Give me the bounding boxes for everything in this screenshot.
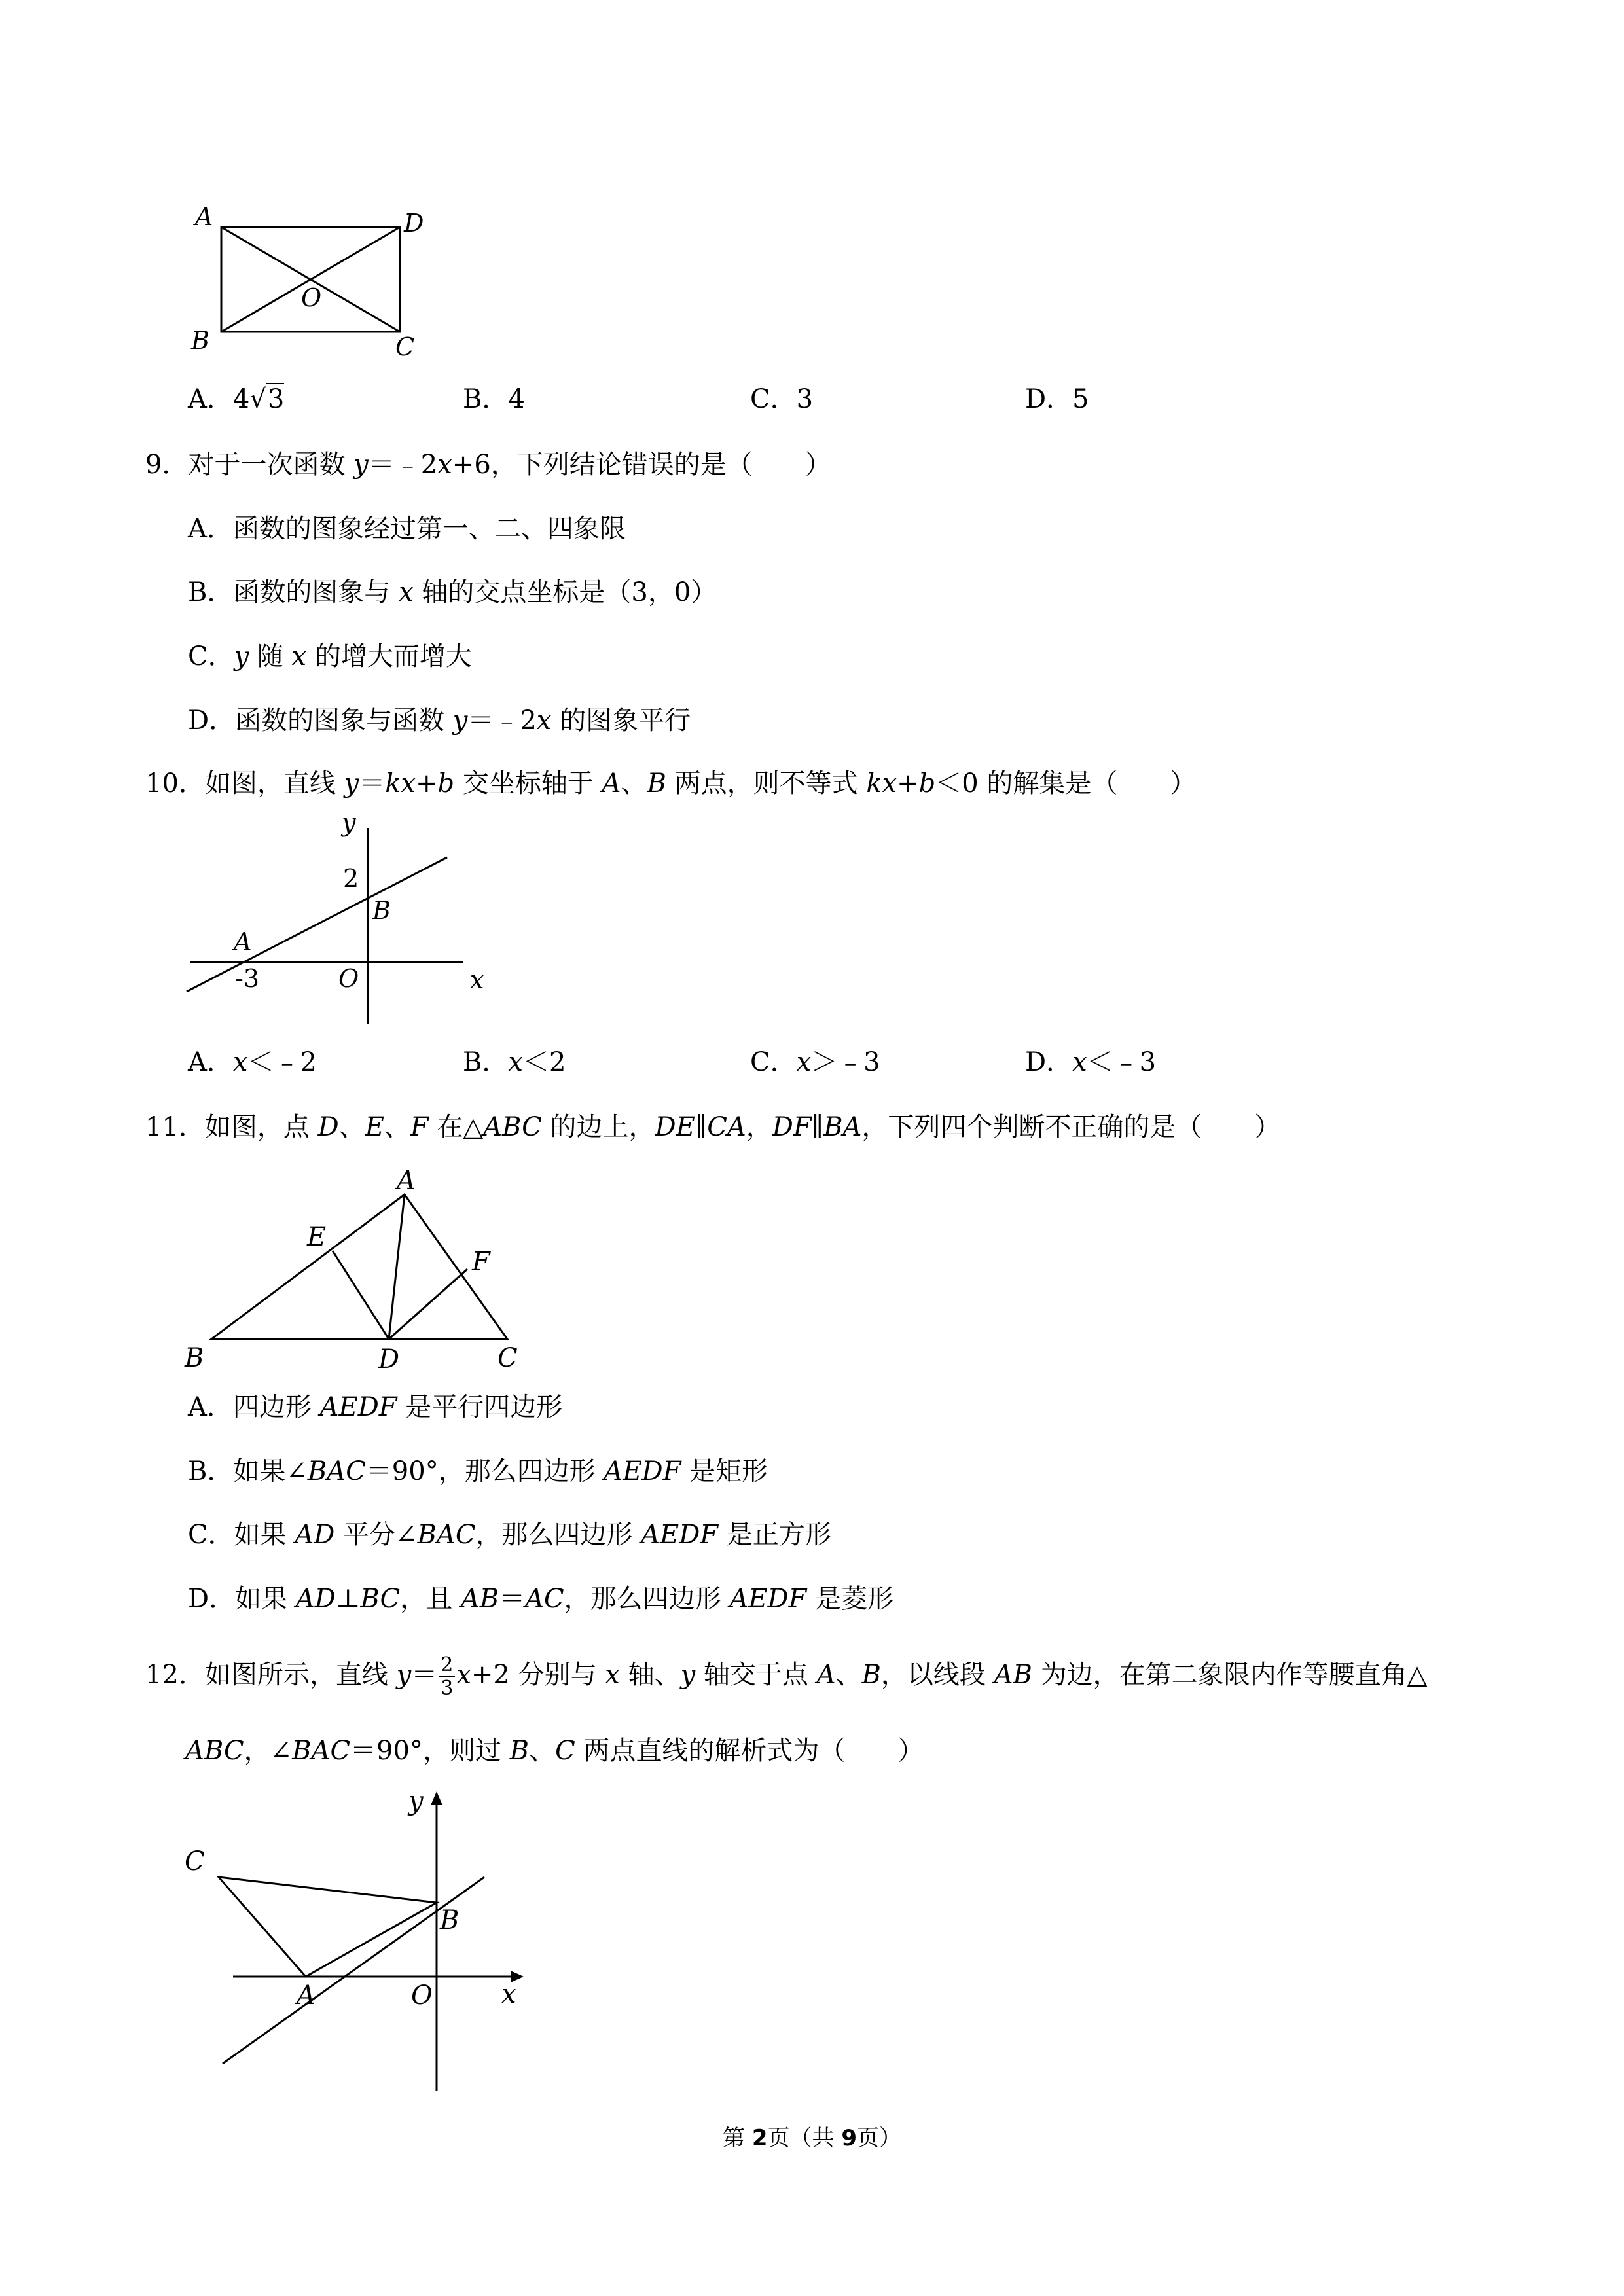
q9-option-d[interactable]: D．函数的图象与函数 y＝﹣2x 的图象平行 (188, 706, 691, 736)
q12-label-A: A (297, 1981, 316, 2011)
q9-stem: 9．对于一次函数 y＝﹣2x+6，下列结论错误的是（ ） (145, 450, 831, 480)
q12-stem-line1: 12．如图所示，直线 y＝ $\frac{2}{3}$ x+2 分别与 x 轴、y 轴交于点 A、B，以线段 AB 为边，在第二象限内作等腰直角△ (145, 1653, 1428, 1700)
q8-label-D: D (404, 209, 424, 238)
total-pages: 9 (841, 2125, 857, 2151)
page-footer: 第 2页（共 9页） (723, 2125, 901, 2151)
q11-label-C: C (497, 1343, 518, 1373)
q8-label-A: A (195, 202, 213, 231)
sqrt-symbol: √ (249, 384, 266, 414)
q12-y-arrow (431, 1791, 442, 1805)
q10-label-2: 2 (343, 864, 359, 893)
q11-label-B: B (185, 1343, 204, 1373)
q8-rectangle-shape (221, 227, 400, 332)
q11-stem: 11．如图，点 D、E、F 在△ABC 的边上，DE∥CA，DF∥BA，下列四个判断不正确的是（ ） (145, 1112, 1281, 1142)
current-page-number: 2 (751, 2125, 768, 2151)
q12-label-B: B (440, 1905, 460, 1935)
q11-triangle-shape (211, 1194, 507, 1339)
q9-option-c[interactable]: C．y 随 x 的增大而增大 (188, 641, 472, 672)
q12-fraction: $\frac{2}{3}$ (439, 1654, 455, 1700)
q10-label-x: x (470, 965, 484, 994)
q12-stem-line2: ABC，∠BAC＝90°，则过 B、C 两点直线的解析式为（ ） (185, 1736, 924, 1766)
q12-label-O: O (411, 1981, 433, 2011)
q10-option-d[interactable]: D．x＜﹣3 (1025, 1047, 1157, 1077)
q8-option-a-prefix: A．4 (188, 384, 250, 414)
q11-option-a[interactable]: A．四边形 AEDF 是平行四边形 (188, 1392, 563, 1422)
q11-label-E: E (307, 1222, 327, 1252)
q10-option-b[interactable]: B．x＜2 (463, 1047, 566, 1077)
q8-label-B: B (191, 326, 209, 355)
q8-option-a-radicand: 3 (267, 384, 285, 414)
q10-label-O: O (338, 964, 359, 993)
q10-label-A: A (234, 927, 252, 956)
q11-label-F: F (472, 1247, 490, 1277)
q10-stem: 10．如图，直线 y＝kx+b 交坐标轴于 A、B 两点，则不等式 kx+b＜0 的解集是（ ） (145, 768, 1197, 798)
q12-axes (233, 1805, 511, 2091)
q11-label-D: D (378, 1344, 400, 1374)
q12-triangle-ABC (219, 1877, 437, 1977)
q10-label-neg3: -3 (235, 964, 260, 993)
q11-option-c[interactable]: C．如果 AD 平分∠BAC，那么四边形 AEDF 是正方形 (188, 1520, 831, 1550)
q10-option-c[interactable]: C．x＞﹣3 (750, 1047, 880, 1077)
q10-axes (190, 828, 463, 1024)
q8-label-C: C (395, 332, 415, 361)
q8-option-a[interactable] (188, 383, 284, 416)
q10-line-kx-b (187, 857, 447, 992)
q9-option-a[interactable]: A．函数的图象经过第一、二、四象限 (188, 514, 626, 544)
q9-option-b[interactable]: B．函数的图象与 x 轴的交点坐标是（3，0） (188, 577, 717, 607)
q12-label-C: C (185, 1846, 205, 1876)
q10-option-a[interactable]: A．x＜﹣2 (188, 1047, 317, 1077)
q10-label-B: B (372, 896, 391, 925)
q10-label-y: y (342, 808, 356, 837)
q11-label-A: A (397, 1166, 416, 1196)
q8-option-d[interactable]: D．5 (1025, 384, 1089, 414)
q8-option-b[interactable]: B．4 (463, 384, 525, 414)
q8-option-c[interactable]: C．3 (750, 384, 814, 414)
q12-label-y: y (408, 1786, 424, 1816)
q11-option-d[interactable]: D．如果 AD⊥BC，且 AB＝AC，那么四边形 AEDF 是菱形 (188, 1584, 893, 1614)
q12-label-x: x (501, 1979, 516, 2009)
q8-label-O: O (301, 283, 322, 312)
q11-option-b[interactable]: B．如果∠BAC＝90°，那么四边形 AEDF 是矩形 (188, 1456, 768, 1486)
